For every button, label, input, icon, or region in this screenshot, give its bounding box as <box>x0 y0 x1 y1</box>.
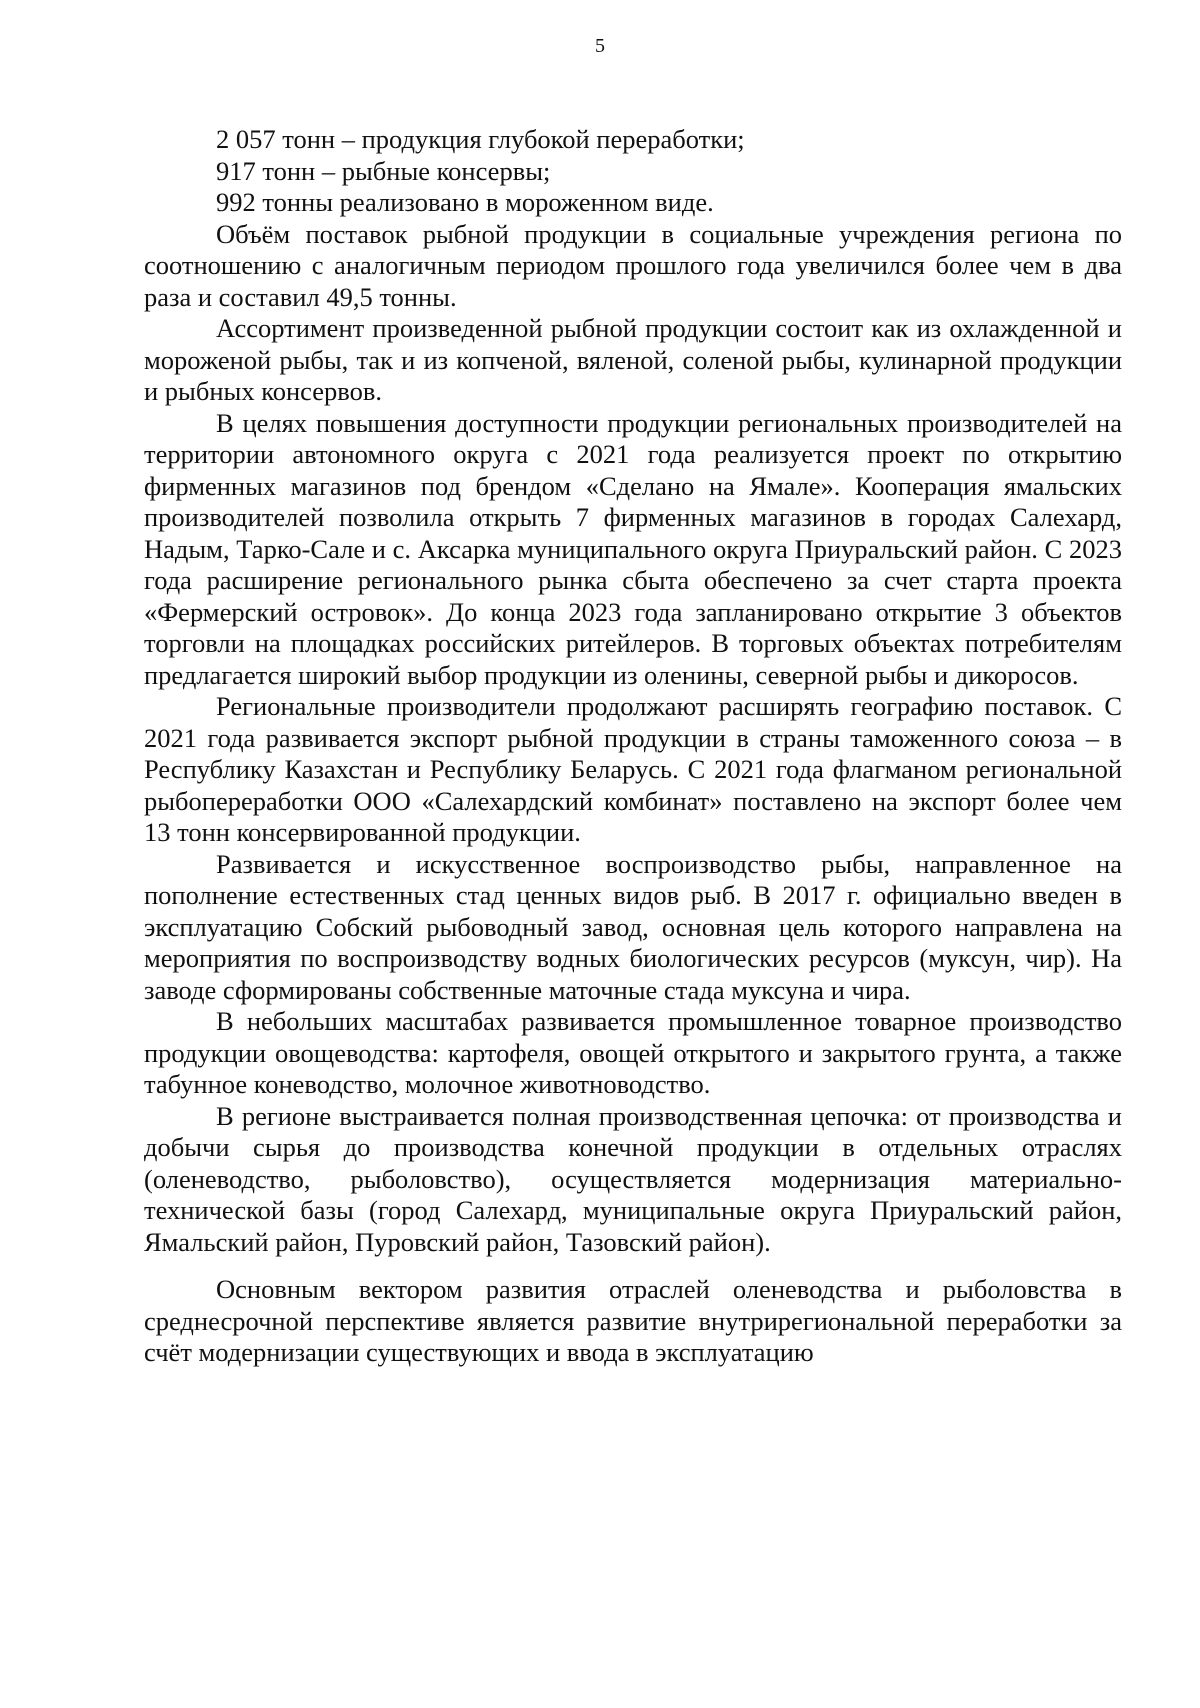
paragraph-production-chain: В регионе выстраивается полная производственная цепочка: от производства и добычи сырья до производства конечной продукции в отдельных отраслях (оленеводство, рыболовство), осуществляется модернизация материально-технической базы (город Салехард, муниципальные округа Приуральский район, Ямальский район, Пуровский район, Тазовский район). <box>144 1100 1122 1257</box>
list-item-frozen: 992 тонны реализовано в мороженном виде. <box>216 187 714 217</box>
document-body <box>144 124 1122 1369</box>
paragraph-brand-stores: В целях повышения доступности продукции региональных производителей на территории автономного округа с 2021 года реализуется проект по открытию фирменных магазинов под брендом «Сделано на Ямале». Кооперация ямальских производителей позволила открыть 7 фирменных магазинов в городах Салехард, Надым, Тарко-Сале и с. Аксарка муниципального округа Приуральский район. С 2023 года расширение регионального рынка сбыта обеспечено за счет старта проекта «Фермерский островок». До конца 2023 года запланировано открытие 3 объектов торговли на площадках российских ритейлеров. В торговых объектах потребителям предлагается широкий выбор продукции из оленины, северной рыбы и дикоросов. <box>144 407 1122 690</box>
list-item-deep-processing: 2 057 тонн – продукция глубокой переработки; <box>216 124 745 154</box>
paragraph-export: Региональные производители продолжают расширять географию поставок. С 2021 года развивается экспорт рыбной продукции в страны таможенного союза – в Республику Казахстан и Республику Беларусь. С 2021 года флагманом региональной рыбопереработки ООО «Салехардский комбинат» поставлено на экспорт более чем 13 тонн консервированной продукции. <box>144 691 1122 847</box>
paragraph-development-vector: Основным вектором развития отраслей оленеводства и рыболовства в среднесрочной перспективе является развитие внутрирегиональной переработки за счёт модернизации существующих и ввода в эксплуатацию <box>144 1274 1122 1367</box>
page-number: 5 <box>595 35 605 57</box>
list-item-canned-fish: 917 тонн – рыбные консервы; <box>216 155 551 186</box>
paragraph-vegetables: В небольших масштабах развивается промышленное товарное производство продукции овощеводства: картофеля, овощей открытого и закрытого грунта, а также табунное коневодство, молочное животноводство. <box>144 1006 1122 1099</box>
paragraph-fish-reproduction: Развивается и искусственное воспроизводство рыбы, направленное на пополнение естественных стад ценных видов рыб. В 2017 г. официально введен в эксплуатацию Собский рыбоводный завод, основная цель которого направлена на мероприятия по воспроизводству водных биологических ресурсов (муксун, чир). На заводе сформированы собственные маточные стада муксуна и чира. <box>144 848 1122 1005</box>
paragraph-social-supply: Объём поставок рыбной продукции в социальные учреждения региона по соотношению с аналогичным периодом прошлого года увеличился более чем в два раза и составил 49,5 тонны. <box>144 218 1122 312</box>
paragraph-assortment: Ассортимент произведенной рыбной продукции состоит как из охлажденной и мороженой рыбы, так и из копченой, вяленой, соленой рыбы, кулинарной продукции и рыбных консервов. <box>144 313 1122 406</box>
